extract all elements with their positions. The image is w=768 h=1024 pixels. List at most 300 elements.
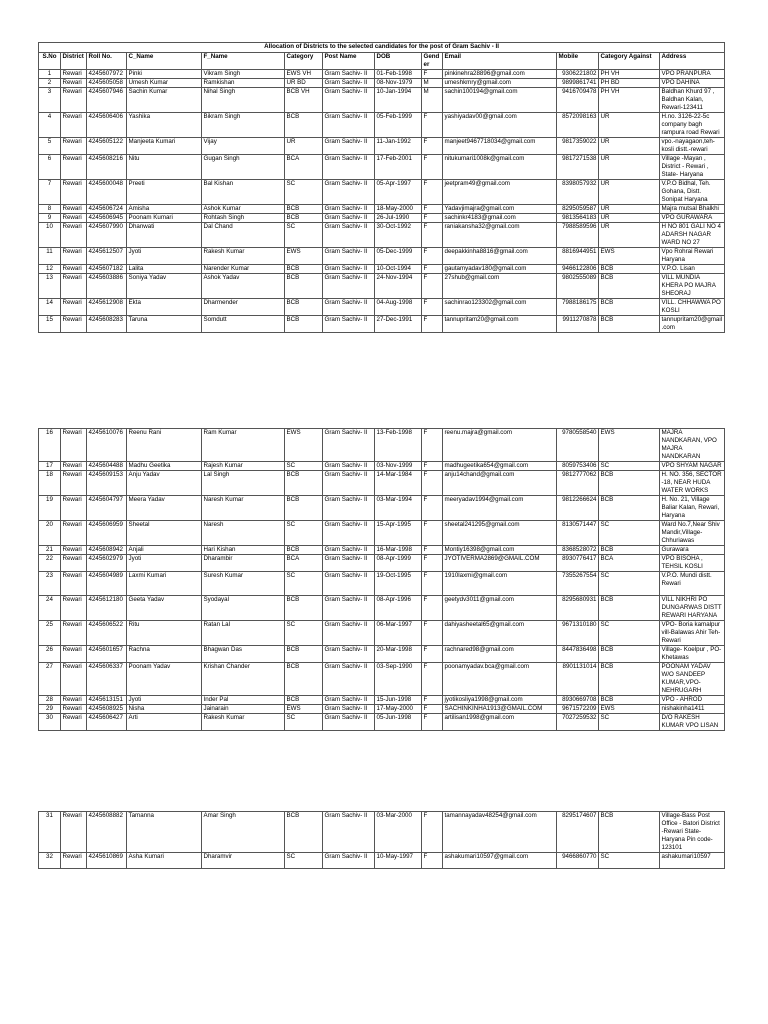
table-row [39,555,725,572]
cell-mobile: 9812266624 [557,496,599,521]
cell-against: UR [599,223,660,248]
cell-roll: 4245602979 [87,555,127,572]
cell-cname: Nitu [127,155,202,180]
cell-gender: F [422,496,443,521]
cell-against: BCB [599,299,660,316]
table-row [39,429,725,462]
cell-post: Gram Sachiv- II [323,663,375,696]
cell-gender: F [422,299,443,316]
cell-dob: 01-Feb-1998 [375,70,422,79]
cell-against: UR [599,205,660,214]
cell-district: Rewari [61,138,87,155]
cell-roll: 4245601657 [87,646,127,663]
header-row [39,53,725,70]
cell-address: VPO DAHINA [660,79,725,88]
table-row [39,155,725,180]
cell-fname: Naresh [202,521,285,546]
cell-dob: 17-Feb-2001 [375,155,422,180]
cell-roll: 4245607990 [87,223,127,248]
cell-fname: Rohtash Singh [202,214,285,223]
cell-cat: SC [285,521,323,546]
cell-gender: F [422,223,443,248]
cell-email: nitukumari1008k@gmail.com [443,155,557,180]
cell-district: Rewari [61,596,87,621]
table-row [39,646,725,663]
table-row [39,79,725,88]
cell-district: Rewari [61,812,87,853]
cell-address: VPO GURAWARA [660,214,725,223]
table-row [39,316,725,333]
cell-dob: 05-Dec-1999 [375,248,422,265]
cell-address: H NO 801 GALI NO 4 ADARSH NAGAR WARD NO 27 [660,223,725,248]
cell-address: ashakumari10597 [660,853,725,869]
table-row [39,205,725,214]
table-row [39,462,725,471]
cell-email: jyotikosliya1998@gmail.com [443,696,557,705]
cell-against: UR [599,180,660,205]
table-row [39,496,725,521]
table-row [39,70,725,79]
cell-roll: 4245612507 [87,248,127,265]
cell-mobile: 7027259532 [557,714,599,731]
cell-against: SC [599,462,660,471]
cell-dob: 06-Mar-1997 [375,621,422,646]
table-row [39,180,725,205]
cell-fname: Ratan Lal [202,621,285,646]
cell-cat: SC [285,572,323,596]
cell-email: 27shub@gmail.com [443,274,557,299]
cell-cat: BCB [285,299,323,316]
table-row [39,546,725,555]
cell-address: V.P.O. Mundi distt. Rewari [660,572,725,596]
cell-against: EWS [599,248,660,265]
table-row [39,663,725,696]
cell-against: BCB [599,663,660,696]
cell-dob: 03-Nov-1999 [375,462,422,471]
cell-district: Rewari [61,471,87,496]
page-break [39,333,725,429]
cell-district: Rewari [61,155,87,180]
cell-post: Gram Sachiv- II [323,248,375,265]
cell-against: BCB [599,265,660,274]
cell-post: Gram Sachiv- II [323,316,375,333]
cell-cat: BCB [285,646,323,663]
cell-email: deepakkinha8816@gmail.com [443,248,557,265]
cell-roll: 4245605058 [87,79,127,88]
cell-mobile: 9671310180 [557,621,599,646]
cell-against: BCB [599,274,660,299]
cell-gender: F [422,714,443,731]
cell-email: yashiyadav00@gmail.com [443,113,557,138]
page-break [39,731,725,812]
column-header: DOB [375,53,422,70]
cell-sno: 6 [39,155,61,180]
cell-fname: Ashok Yadav [202,274,285,299]
cell-email: ashakumari10597@gmail.com [443,853,557,869]
cell-mobile: 9812777062 [557,471,599,496]
cell-mobile: 9911270878 [557,316,599,333]
cell-against: BCB [599,696,660,705]
cell-fname: Rakesh Kumar [202,714,285,731]
cell-against: BCB [599,596,660,621]
cell-address: Village -Mayan , District - Rewari , State- Haryana [660,155,725,180]
cell-cname: Yashika [127,113,202,138]
cell-address: tannupritam20@gmail.com [660,316,725,333]
cell-cat: EWS VH [285,70,323,79]
cell-gender: F [422,663,443,696]
cell-address: V.P.O Bidhal, Teh. Gohana, Distt. Sonipat Haryana [660,180,725,205]
cell-post: Gram Sachiv- II [323,138,375,155]
cell-dob: 08-Apr-1996 [375,596,422,621]
cell-sno: 31 [39,812,61,853]
cell-cat: BCB [285,471,323,496]
cell-sno: 27 [39,663,61,696]
cell-post: Gram Sachiv- II [323,155,375,180]
cell-address: VPO- Boria kamalpur vill-Balawas Ahir Teh-Rewari [660,621,725,646]
table-row [39,696,725,705]
cell-fname: Bhagwan Das [202,646,285,663]
column-header: Email [443,53,557,70]
cell-cat: BCB [285,546,323,555]
cell-email: Yadavjimajra@gmail.com [443,205,557,214]
cell-address: D/O RAKESH KUMAR VPO LISAN [660,714,725,731]
cell-post: Gram Sachiv- II [323,812,375,853]
cell-post: Gram Sachiv- II [323,714,375,731]
cell-against: BCB [599,496,660,521]
cell-post: Gram Sachiv- II [323,79,375,88]
cell-sno: 3 [39,88,61,113]
cell-mobile: 8930669708 [557,696,599,705]
cell-roll: 4245603886 [87,274,127,299]
cell-district: Rewari [61,88,87,113]
cell-gender: F [422,555,443,572]
table-row [39,265,725,274]
cell-email: reenu.majra@gmail.com [443,429,557,462]
cell-sno: 13 [39,274,61,299]
cell-gender: F [422,812,443,853]
cell-email: tannupritam20@gmail.com [443,316,557,333]
cell-cname: Dhanwati [127,223,202,248]
cell-email: meeryadav1994@gmail.com [443,496,557,521]
cell-cname: Jyoti [127,696,202,705]
cell-fname: Ramkishan [202,79,285,88]
cell-mobile: 8816944951 [557,248,599,265]
cell-against: BCB [599,316,660,333]
cell-district: Rewari [61,705,87,714]
cell-district: Rewari [61,555,87,572]
cell-fname: Narender Kumar [202,265,285,274]
cell-against: SC [599,853,660,869]
cell-cat: EWS [285,429,323,462]
cell-mobile: 8295174607 [557,812,599,853]
cell-email: pinkinehra28896@gmail.com [443,70,557,79]
table-row [39,853,725,869]
table-row [39,248,725,265]
cell-sno: 18 [39,471,61,496]
cell-sno: 8 [39,205,61,214]
cell-gender: F [422,646,443,663]
cell-gender: F [422,521,443,546]
cell-mobile: 9802555089 [557,274,599,299]
cell-mobile: 9466860770 [557,853,599,869]
cell-sno: 4 [39,113,61,138]
cell-email: 1910laxmi@gmail.com [443,572,557,596]
cell-roll: 4245604989 [87,572,127,596]
cell-cat: SC [285,853,323,869]
cell-mobile: 9813564183 [557,214,599,223]
column-header: Category Against [599,53,660,70]
cell-fname: Inder Pal [202,696,285,705]
cell-mobile: 8295680931 [557,596,599,621]
cell-district: Rewari [61,462,87,471]
cell-cat: BCA [285,555,323,572]
table-row [39,621,725,646]
cell-fname: Bal Kishan [202,180,285,205]
cell-cname: Poonam Kumari [127,214,202,223]
cell-sno: 30 [39,714,61,731]
cell-post: Gram Sachiv- II [323,70,375,79]
cell-gender: F [422,596,443,621]
cell-gender: F [422,853,443,869]
cell-post: Gram Sachiv- II [323,853,375,869]
cell-roll: 4245612180 [87,596,127,621]
cell-dob: 03-Mar-2000 [375,812,422,853]
cell-post: Gram Sachiv- II [323,471,375,496]
cell-cat: BCB [285,663,323,696]
cell-roll: 4245610869 [87,853,127,869]
cell-post: Gram Sachiv- II [323,696,375,705]
cell-gender: F [422,138,443,155]
cell-against: BCB [599,471,660,496]
cell-dob: 18-May-2000 [375,205,422,214]
cell-roll: 4245607946 [87,88,127,113]
cell-district: Rewari [61,274,87,299]
cell-email: sachin100194@gmail.com [443,88,557,113]
cell-email: rachnared98@gmail.com [443,646,557,663]
cell-post: Gram Sachiv- II [323,521,375,546]
cell-cname: Poonam Yadav [127,663,202,696]
cell-address: H. No. 21, Village Baliar Kalan, Rewari, Haryana [660,496,725,521]
cell-roll: 4245613151 [87,696,127,705]
cell-address: Vpo Rohrai Rewari Haryana [660,248,725,265]
cell-sno: 2 [39,79,61,88]
cell-roll: 4245606427 [87,714,127,731]
cell-cat: BCB [285,596,323,621]
cell-fname: Suresh Kumar [202,572,285,596]
cell-cname: Rachna [127,646,202,663]
table-row [39,299,725,316]
cell-sno: 32 [39,853,61,869]
cell-address: VILL NIKHRI PO DUNGARWAS DISTT REWARI HARYANA [660,596,725,621]
cell-mobile: 8398057932 [557,180,599,205]
cell-email: tamannayadav48254@gmail.com [443,812,557,853]
cell-address: vpo.-nayagaon,teh-kosli distt.-rewari [660,138,725,155]
cell-address: nishakinha1411 [660,705,725,714]
cell-mobile: 9780558540 [557,429,599,462]
cell-dob: 05-Apr-1997 [375,180,422,205]
cell-cname: Sheetal [127,521,202,546]
cell-dob: 11-Jan-1992 [375,138,422,155]
cell-email: sachinkr4183@gmail.com [443,214,557,223]
cell-cname: Manjeeta Kumari [127,138,202,155]
cell-district: Rewari [61,496,87,521]
cell-dob: 30-Oct-1992 [375,223,422,248]
cell-district: Rewari [61,223,87,248]
cell-gender: F [422,113,443,138]
cell-sno: 1 [39,70,61,79]
cell-district: Rewari [61,265,87,274]
cell-cat: SC [285,714,323,731]
cell-fname: Vikram Singh [202,70,285,79]
cell-address: Village- Koelpur , PO- Khetawas [660,646,725,663]
cell-against: SC [599,714,660,731]
cell-cname: Preeti [127,180,202,205]
cell-fname: Vijay [202,138,285,155]
cell-cname: Taruna [127,316,202,333]
cell-post: Gram Sachiv- II [323,180,375,205]
cell-dob: 10-Oct-1994 [375,265,422,274]
cell-post: Gram Sachiv- II [323,596,375,621]
cell-gender: F [422,214,443,223]
cell-cat: BCB [285,113,323,138]
cell-sno: 16 [39,429,61,462]
cell-post: Gram Sachiv- II [323,646,375,663]
cell-fname: Syodayal [202,596,285,621]
cell-address: POONAM YADAV W/O SANDEEP KUMAR,VPO-NEHRUGARH [660,663,725,696]
cell-sno: 12 [39,265,61,274]
cell-district: Rewari [61,696,87,705]
document-page [38,42,724,869]
cell-roll: 4245606406 [87,113,127,138]
column-header: District [61,53,87,70]
cell-dob: 14-Mar-1984 [375,471,422,496]
cell-mobile: 8447836498 [557,646,599,663]
cell-cat: SC [285,223,323,248]
cell-district: Rewari [61,646,87,663]
cell-fname: Somdutt [202,316,285,333]
cell-sno: 29 [39,705,61,714]
cell-gender: F [422,248,443,265]
table-row [39,223,725,248]
cell-against: PH VH [599,88,660,113]
cell-mobile: 8130571447 [557,521,599,546]
cell-mobile: 8059753406 [557,462,599,471]
table-title: Allocation of Districts to the selected candidates for the post of Gram Sachiv - II [39,43,725,53]
cell-district: Rewari [61,663,87,696]
cell-address: VPO BISOHA , TEHSIL KOSLI [660,555,725,572]
cell-gender: F [422,205,443,214]
cell-cname: Ekta [127,299,202,316]
cell-gender: F [422,274,443,299]
cell-gender: F [422,180,443,205]
cell-gender: F [422,546,443,555]
table-row [39,705,725,714]
cell-fname: Ram Kumar [202,429,285,462]
cell-sno: 9 [39,214,61,223]
cell-dob: 10-Jan-1994 [375,88,422,113]
cell-dob: 13-Feb-1998 [375,429,422,462]
cell-dob: 20-Mar-1998 [375,646,422,663]
cell-email: madhugeetika654@gmail.com [443,462,557,471]
cell-address: VPO PRANPURA [660,70,725,79]
cell-cat: EWS [285,705,323,714]
cell-district: Rewari [61,180,87,205]
cell-mobile: 9466122806 [557,265,599,274]
table-row [39,88,725,113]
cell-against: PH VH [599,70,660,79]
cell-sno: 15 [39,316,61,333]
cell-gender: F [422,265,443,274]
cell-district: Rewari [61,621,87,646]
cell-against: SC [599,572,660,596]
cell-cname: Madhu Geetika [127,462,202,471]
cell-roll: 4245608216 [87,155,127,180]
cell-cname: Lalita [127,265,202,274]
cell-mobile: 8368528072 [557,546,599,555]
cell-dob: 24-Nov-1994 [375,274,422,299]
cell-email: geetydv3011@gmail.com [443,596,557,621]
cell-district: Rewari [61,79,87,88]
table-row [39,596,725,621]
column-header: F_Name [202,53,285,70]
cell-against: UR [599,214,660,223]
cell-email: anju14chand@gmail.com [443,471,557,496]
cell-roll: 4245606724 [87,205,127,214]
cell-cname: Geeta Yadav [127,596,202,621]
cell-roll: 4245606945 [87,214,127,223]
cell-against: BCB [599,546,660,555]
cell-cname: Soniya Yadav [127,274,202,299]
cell-fname: Jainarain [202,705,285,714]
cell-cat: BCB [285,274,323,299]
cell-sno: 25 [39,621,61,646]
cell-fname: Dharambir [202,555,285,572]
cell-sno: 7 [39,180,61,205]
cell-cname: Laxmi Kumari [127,572,202,596]
column-header: Address [660,53,725,70]
cell-gender: F [422,462,443,471]
cell-sno: 23 [39,572,61,596]
cell-fname: Krishan Chander [202,663,285,696]
cell-roll: 4245609153 [87,471,127,496]
cell-fname: Dharamvir [202,853,285,869]
cell-fname: Rakesh Kumar [202,248,285,265]
cell-post: Gram Sachiv- II [323,88,375,113]
cell-cname: Tamanna [127,812,202,853]
cell-cname: Sachin Kumar [127,88,202,113]
cell-post: Gram Sachiv- II [323,214,375,223]
cell-dob: 19-Oct-1995 [375,572,422,596]
cell-mobile: 9671572209 [557,705,599,714]
cell-gender: F [422,429,443,462]
cell-address: Ward No.7,Near Shiv Mandir,Village-Chhuriawas [660,521,725,546]
cell-dob: 05-Feb-1999 [375,113,422,138]
cell-district: Rewari [61,714,87,731]
cell-post: Gram Sachiv- II [323,429,375,462]
table-row [39,214,725,223]
table-row [39,471,725,496]
cell-against: PH BD [599,79,660,88]
cell-fname: Bikram Singh [202,113,285,138]
cell-district: Rewari [61,316,87,333]
cell-sno: 17 [39,462,61,471]
cell-cname: Pinki [127,70,202,79]
cell-gender: F [422,705,443,714]
cell-cname: Nisha [127,705,202,714]
cell-against: UR [599,155,660,180]
cell-roll: 4245606337 [87,663,127,696]
cell-post: Gram Sachiv- II [323,496,375,521]
